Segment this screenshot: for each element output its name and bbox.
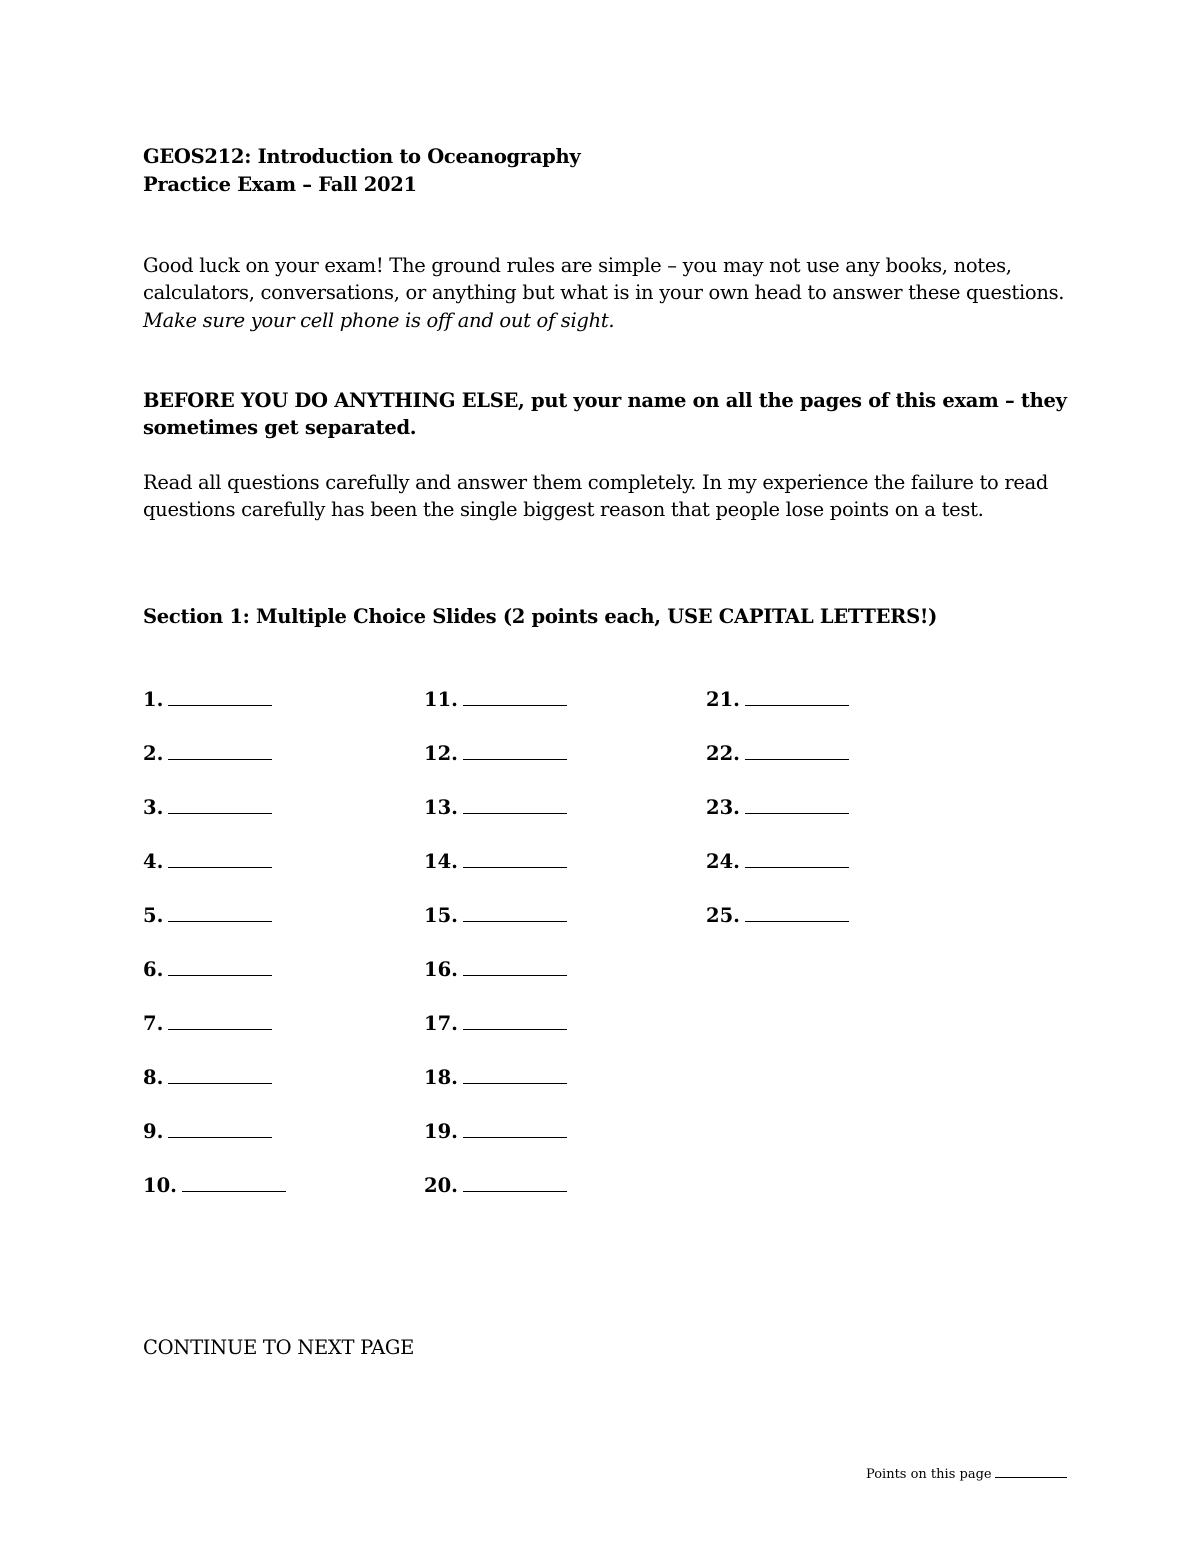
answer-number: 22. — [706, 742, 740, 765]
answer-blank[interactable] — [168, 1068, 272, 1084]
answer-item-10 — [143, 1174, 286, 1197]
answer-number: 7. — [143, 1012, 164, 1035]
section-1-title: Section 1: Multiple Choice Slides (2 points each, USE CAPITAL LETTERS!) — [143, 605, 938, 628]
intro-text-line-1: Good luck on your exam! The ground rules are simple – you may not use any books, notes, — [143, 254, 1012, 277]
answer-item-6 — [143, 958, 272, 981]
answer-blank[interactable] — [745, 906, 849, 922]
answer-item-19 — [424, 1120, 567, 1143]
answer-item-16 — [424, 958, 567, 981]
answer-item-21 — [706, 688, 849, 711]
answer-item-24 — [706, 850, 849, 873]
answer-item-13 — [424, 796, 567, 819]
answer-number: 18. — [424, 1066, 458, 1089]
answer-number: 9. — [143, 1120, 164, 1143]
answer-item-18 — [424, 1066, 567, 1089]
answer-blank[interactable] — [463, 798, 567, 814]
answer-item-3 — [143, 796, 272, 819]
answer-item-9 — [143, 1120, 272, 1143]
answer-item-11 — [424, 688, 567, 711]
answer-blank[interactable] — [168, 744, 272, 760]
answer-item-2 — [143, 742, 272, 765]
answer-number: 24. — [706, 850, 740, 873]
answer-number: 15. — [424, 904, 458, 927]
answer-number: 10. — [143, 1174, 177, 1197]
answer-number: 19. — [424, 1120, 458, 1143]
intro-text-line-2: calculators, conversations, or anything but what is in your own head to answer these questions. — [143, 281, 1065, 304]
answer-number: 3. — [143, 796, 164, 819]
answer-item-1 — [143, 688, 272, 711]
answer-number: 2. — [143, 742, 164, 765]
answer-item-14 — [424, 850, 567, 873]
answer-blank[interactable] — [463, 1014, 567, 1030]
answer-number: 1. — [143, 688, 164, 711]
answer-blank[interactable] — [745, 744, 849, 760]
points-on-page — [866, 1466, 1067, 1482]
answer-blank[interactable] — [463, 690, 567, 706]
answer-item-4 — [143, 850, 272, 873]
answer-blank[interactable] — [463, 960, 567, 976]
answer-item-17 — [424, 1012, 567, 1035]
answer-item-23 — [706, 796, 849, 819]
answer-blank[interactable] — [463, 1122, 567, 1138]
answer-blank[interactable] — [463, 906, 567, 922]
answer-number: 14. — [424, 850, 458, 873]
answer-blank[interactable] — [745, 852, 849, 868]
continue-note: CONTINUE TO NEXT PAGE — [143, 1336, 415, 1359]
answer-number: 16. — [424, 958, 458, 981]
answer-blank[interactable] — [463, 744, 567, 760]
answer-item-7 — [143, 1012, 272, 1035]
answer-blank[interactable] — [745, 798, 849, 814]
answer-blank[interactable] — [463, 852, 567, 868]
reading-note-line-1: Read all questions carefully and answer them completely. In my experience the failure to read — [143, 471, 1049, 494]
answer-number: 17. — [424, 1012, 458, 1035]
answer-blank[interactable] — [168, 690, 272, 706]
answer-blank[interactable] — [168, 906, 272, 922]
answer-number: 13. — [424, 796, 458, 819]
exam-title: Practice Exam – Fall 2021 — [143, 173, 417, 196]
answer-blank[interactable] — [463, 1176, 567, 1192]
answer-item-12 — [424, 742, 567, 765]
points-blank[interactable] — [995, 1466, 1067, 1478]
answer-blank[interactable] — [745, 690, 849, 706]
answer-blank[interactable] — [168, 852, 272, 868]
answer-blank[interactable] — [463, 1068, 567, 1084]
answer-number: 25. — [706, 904, 740, 927]
name-warning-line-2: sometimes get separated. — [143, 416, 417, 439]
answer-number: 6. — [143, 958, 164, 981]
answer-item-15 — [424, 904, 567, 927]
intro-phone-note: Make sure your cell phone is off and out of sight. — [143, 309, 615, 332]
answer-item-22 — [706, 742, 849, 765]
answer-item-5 — [143, 904, 272, 927]
answer-blank[interactable] — [168, 1122, 272, 1138]
answer-blank[interactable] — [182, 1176, 286, 1192]
reading-note-line-2: questions carefully has been the single biggest reason that people lose points on a test. — [143, 498, 984, 521]
answer-item-20 — [424, 1174, 567, 1197]
answer-item-8 — [143, 1066, 272, 1089]
answer-number: 21. — [706, 688, 740, 711]
points-label: Points on this page — [866, 1467, 992, 1482]
answer-blank[interactable] — [168, 960, 272, 976]
name-warning-line-1: BEFORE YOU DO ANYTHING ELSE, put your name on all the pages of this exam – they — [143, 389, 1067, 412]
answer-item-25 — [706, 904, 849, 927]
answer-number: 11. — [424, 688, 458, 711]
answer-number: 8. — [143, 1066, 164, 1089]
answer-number: 20. — [424, 1174, 458, 1197]
answer-blank[interactable] — [168, 798, 272, 814]
answer-number: 23. — [706, 796, 740, 819]
answer-blank[interactable] — [168, 1014, 272, 1030]
answer-number: 4. — [143, 850, 164, 873]
answer-number: 5. — [143, 904, 164, 927]
answer-number: 12. — [424, 742, 458, 765]
course-title: GEOS212: Introduction to Oceanography — [143, 145, 581, 168]
